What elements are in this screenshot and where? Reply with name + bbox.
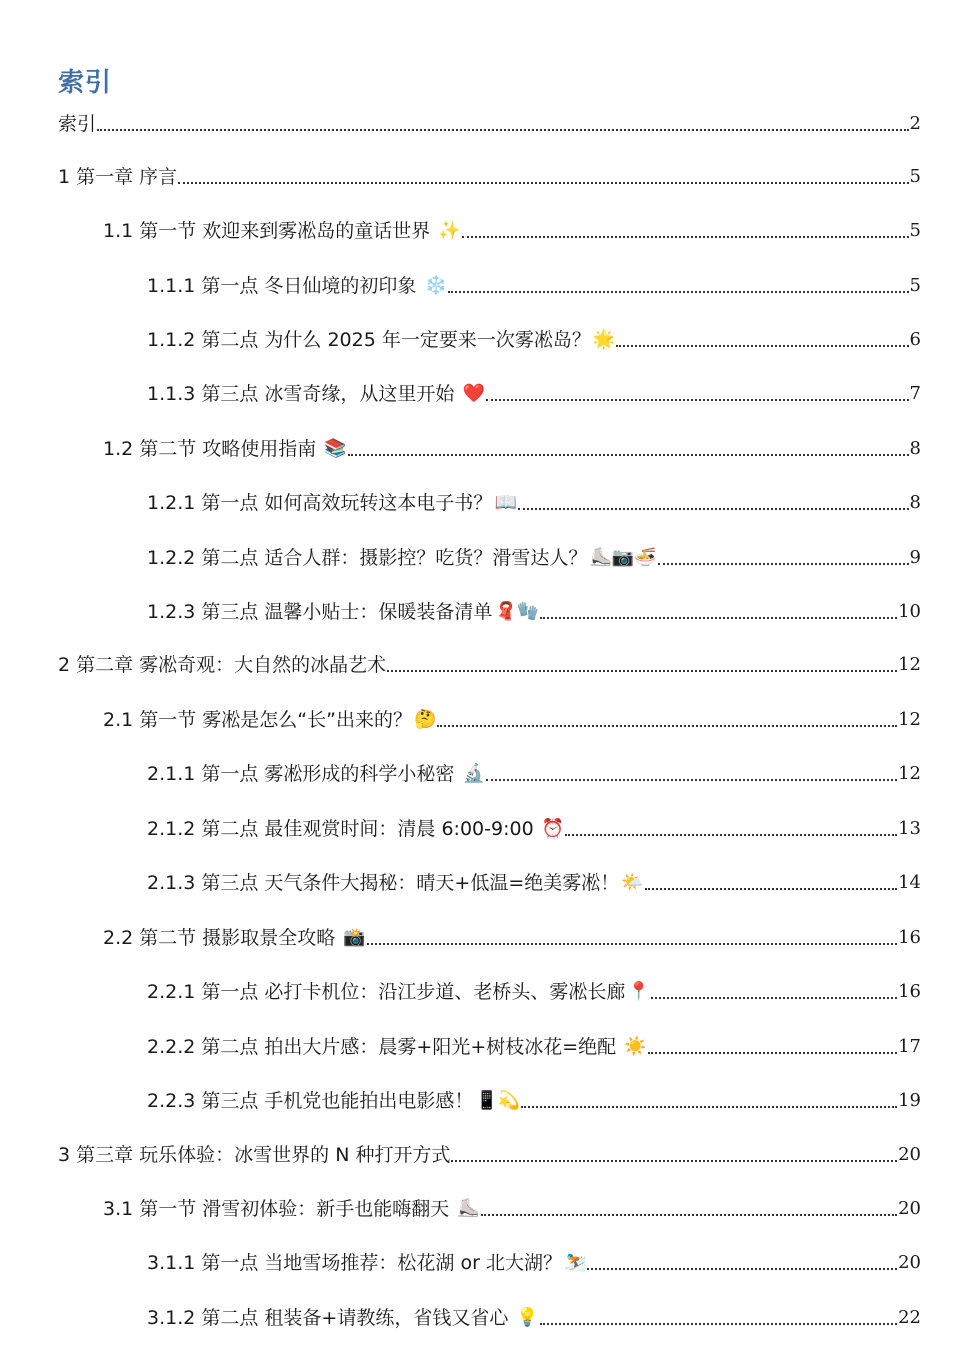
page-number: 20 [898, 1144, 921, 1165]
dot-leader [367, 943, 897, 945]
toc-entry[interactable] [147, 1085, 921, 1113]
page-number: 10 [898, 601, 921, 622]
page-number: 6 [909, 329, 921, 350]
emoji-icon: 🌟 [592, 329, 616, 350]
toc-entry[interactable] [147, 487, 921, 515]
emoji-icon: ⛷️ [563, 1252, 587, 1273]
dot-leader [486, 399, 909, 401]
toc-entry[interactable] [103, 433, 921, 461]
emoji-icon: 📍 [627, 981, 650, 1002]
toc-entry-title: 3.1.1 第一点 当地雪场推荐：松花湖 or 北大湖？ [147, 1252, 562, 1274]
toc-entry[interactable] [103, 215, 921, 243]
dot-leader [645, 888, 897, 890]
toc-entry-title: 1.2.2 第二点 适合人群：摄影控？吃货？滑雪达人？ [147, 547, 588, 569]
toc-entry[interactable] [103, 704, 921, 732]
page-number: 7 [909, 383, 921, 404]
dot-leader [521, 1106, 897, 1108]
toc-entry-title: 2.1 第一节 雾凇是怎么“长”出来的？ [103, 709, 412, 731]
dot-leader [178, 182, 908, 184]
toc-entry-title: 1.1 第一节 欢迎来到雾凇岛的童话世界 [103, 220, 437, 242]
toc-entry-title: 2.1.2 第二点 最佳观赏时间：清晨 6:00-9:00 [147, 818, 540, 840]
page-number: 5 [909, 220, 921, 241]
emoji-icon: ✨ [438, 220, 461, 241]
toc-entry-title: 2.1.1 第一点 雾凇形成的科学小秘密 [147, 763, 461, 785]
dot-leader [486, 779, 897, 781]
dot-leader [540, 1323, 897, 1325]
emoji-icon: 🔬 [462, 763, 485, 784]
page-number: 22 [898, 1307, 921, 1328]
emoji-icon: ☀️ [624, 1036, 647, 1057]
page-number: 14 [898, 872, 921, 893]
toc-entry-title: 1.2.1 第一点 如何高效玩转这本电子书？ [147, 492, 493, 514]
page-number: 8 [909, 492, 921, 513]
toc-entry-title: 1 第一章 序言 [58, 166, 178, 188]
toc-entry-title: 2.1.3 第三点 天气条件大揭秘：晴天+低温=绝美雾凇！ [147, 872, 620, 894]
toc-entry-title: 3.1 第一节 滑雪初体验：新手也能嗨翻天 [103, 1198, 456, 1220]
toc-entry[interactable] [58, 161, 921, 189]
toc-entry[interactable] [147, 378, 921, 406]
dot-leader [462, 236, 909, 238]
emoji-icon: 📸 [343, 927, 366, 948]
dot-leader [451, 1160, 897, 1162]
page-number: 12 [898, 763, 921, 784]
emoji-icon: ❤️ [462, 383, 485, 404]
emoji-icon: ⏰ [541, 818, 565, 839]
toc-entry-title: 2 第二章 雾凇奇观：大自然的冰晶艺术 [58, 654, 387, 676]
toc-entry-title: 1.1.2 第二点 为什么 2025 年一定要来一次雾凇岛？ [147, 329, 591, 351]
emoji-icon: 📱💫 [475, 1090, 521, 1111]
dot-leader [565, 834, 897, 836]
toc-entry[interactable] [147, 1031, 921, 1059]
toc-entry-title: 2.2.1 第一点 必打卡机位：沿江步道、老桥头、雾凇长廊 [147, 981, 626, 1003]
page-number: 8 [909, 438, 921, 459]
toc-entry[interactable] [147, 1247, 921, 1275]
page-number: 20 [898, 1252, 921, 1273]
toc-entry[interactable] [147, 324, 921, 352]
page-number: 17 [898, 1036, 921, 1057]
toc-entry-title: 2.2.3 第三点 手机党也能拍出电影感！ [147, 1090, 474, 1112]
toc-entry[interactable] [147, 596, 921, 624]
page-number: 13 [898, 818, 921, 839]
index-heading: 索引 [58, 68, 113, 98]
toc-entry[interactable] [58, 1139, 921, 1167]
dot-leader [616, 345, 908, 347]
toc-entry-title: 1.2 第二节 攻略使用指南 [103, 438, 323, 460]
emoji-icon: ⛸️📷🍜 [589, 547, 657, 568]
toc-entry[interactable] [147, 542, 921, 570]
dot-leader [97, 129, 909, 131]
page-number: 2 [909, 113, 921, 134]
dot-leader [481, 1214, 897, 1216]
toc-entry[interactable] [103, 1193, 921, 1221]
toc-entry[interactable] [147, 976, 921, 1004]
toc-entry[interactable] [147, 270, 921, 298]
emoji-icon: 🧣🧤 [494, 601, 540, 622]
dot-leader [518, 508, 909, 510]
emoji-icon: 💡 [516, 1307, 539, 1328]
page-number: 12 [898, 709, 921, 730]
toc-entry[interactable] [147, 867, 921, 895]
toc-entry[interactable] [147, 1302, 921, 1330]
page-number: 12 [898, 654, 921, 675]
dot-leader [437, 725, 897, 727]
emoji-icon: 📖 [494, 492, 517, 513]
emoji-icon: 🌤️ [621, 872, 644, 893]
page-number: 5 [909, 275, 921, 296]
dot-leader [651, 997, 897, 999]
page-number: 19 [898, 1090, 921, 1111]
toc-entry-title: 索引 [58, 113, 97, 135]
toc-entry-title: 3.1.2 第二点 租装备+请教练，省钱又省心 [147, 1307, 515, 1329]
toc-entry-title: 1.1.3 第三点 冰雪奇缘，从这里开始 [147, 383, 461, 405]
dot-leader [348, 454, 909, 456]
toc-entry-title: 3 第三章 玩乐体验：冰雪世界的 N 种打开方式 [58, 1144, 451, 1166]
toc-entry-title: 1.1.1 第一点 冬日仙境的初印象 [147, 275, 423, 297]
page-number: 16 [898, 927, 921, 948]
toc-entry[interactable] [58, 108, 921, 136]
dot-leader [587, 1268, 897, 1270]
dot-leader [387, 670, 897, 672]
toc-entry-title: 2.2.2 第二点 拍出大片感：晨雾+阳光+树枝冰花=绝配 [147, 1036, 623, 1058]
emoji-icon: 📚 [324, 438, 347, 459]
toc-entry-title: 1.2.3 第三点 温馨小贴士：保暖装备清单 [147, 601, 493, 623]
toc-entry[interactable] [103, 922, 921, 950]
dot-leader [658, 563, 909, 565]
toc-entry[interactable] [147, 813, 921, 841]
page-number: 9 [909, 547, 921, 568]
dot-leader [448, 291, 909, 293]
toc-entry-title: 2.2 第二节 摄影取景全攻略 [103, 927, 342, 949]
toc-entry[interactable] [147, 758, 921, 786]
page-number: 5 [909, 166, 921, 187]
dot-leader [540, 617, 897, 619]
toc-entry[interactable] [58, 649, 921, 677]
page-number: 16 [898, 981, 921, 1002]
page-number: 20 [898, 1198, 921, 1219]
emoji-icon: ⛸️ [457, 1198, 480, 1219]
emoji-icon: ❄️ [424, 275, 447, 296]
emoji-icon: 🤔 [413, 709, 437, 730]
dot-leader [648, 1052, 897, 1054]
